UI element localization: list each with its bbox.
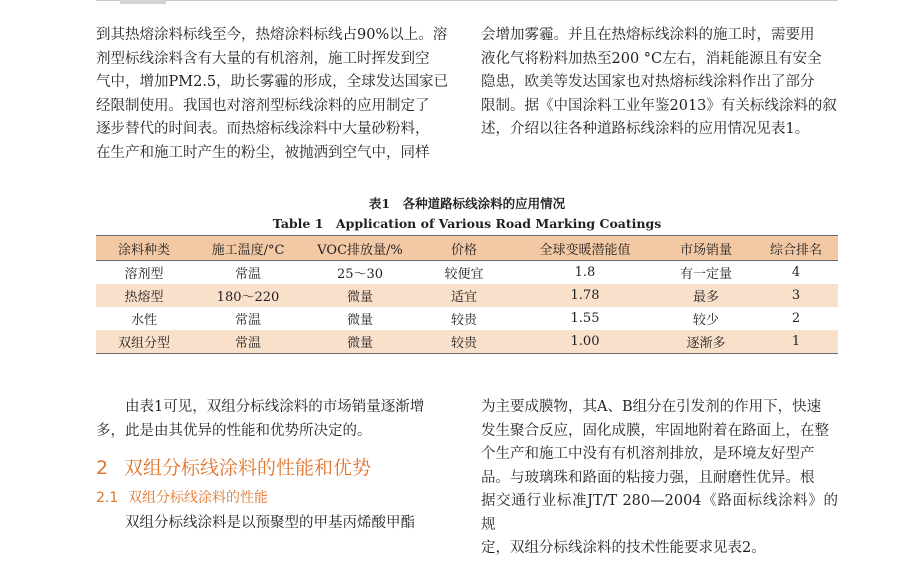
table-row — [96, 307, 838, 330]
coating-comparison-table — [96, 235, 838, 354]
table-cell: 1.55 — [570, 311, 600, 326]
table-cell: 常温 — [234, 313, 261, 328]
text-line: 由表1可见，双组分标线涂料的市场销量逐渐增 — [125, 399, 425, 415]
text-line: 双组分标线涂料是以预聚型的甲基丙烯酸甲酯 — [125, 515, 415, 531]
column-header: 全球变暖潜能值 — [512, 236, 658, 261]
table-cell: 常温 — [192, 330, 304, 354]
table-cell: 较便宜 — [444, 267, 484, 282]
text-line: 液化气将粉料加热至200 °C左右，消耗能源且有安全 — [481, 50, 822, 67]
table-cell: 较贵 — [450, 313, 477, 328]
text-line: 气中，增加PM2.5，助长雾霾的形成，全球发达国家已 — [96, 74, 449, 90]
text-line: 品。与玻璃珠和路面的粘接力强，且耐磨性优异。根 — [481, 469, 815, 486]
text-line: 定，双组分标线涂料的技术性能要求见表2。 — [481, 540, 766, 556]
column-header: VOC排放量/% — [304, 236, 416, 261]
text-line: 经限制使用。我国也对溶剂型标线涂料的应用制定了 — [96, 97, 430, 114]
table-caption-en: Table 1 Application of Various Road Marking Coatings — [272, 216, 662, 231]
column-header: 价格 — [416, 236, 512, 261]
table-cell: 常温 — [234, 267, 261, 282]
section-number: 2 — [96, 457, 109, 479]
table-cell: 微量 — [346, 313, 373, 328]
table-cell: 适宜 — [416, 284, 512, 307]
text-line: 述，介绍以往各种道路标线涂料的应用情况见表1。 — [481, 121, 810, 137]
table-cell: 4 — [791, 265, 801, 280]
column-header: 涂料种类 — [96, 236, 192, 261]
text-line: 隐患，欧美等发达国家也对热熔标线涂料作出了部分 — [481, 74, 815, 90]
table-cell: 微量 — [304, 284, 416, 307]
text-column-right-bottom — [481, 396, 838, 561]
text-line: 到其热熔涂料标线至今，热熔涂料标线占90%以上。溶 — [96, 27, 448, 43]
text-line: 在生产和施工时产生的粉尘，被抛洒到空气中，同样 — [96, 144, 430, 161]
section-heading — [96, 456, 371, 480]
table-row — [96, 284, 838, 307]
text-line: 为主要成膜物，其A、B组分在引发剂的作用下，快速 — [481, 399, 822, 415]
table-cell: 2 — [791, 311, 801, 326]
table-row — [96, 330, 838, 354]
table-cell: 逐渐多 — [658, 330, 754, 354]
table-cell: 溶剂型 — [124, 267, 164, 282]
text-column-left-final — [96, 512, 460, 536]
table-row — [96, 261, 838, 285]
text-line: 限制。据《中国涂料工业年鉴2013》有关标线涂料的叙 — [481, 97, 837, 114]
table-cell: 微量 — [304, 330, 416, 354]
table-cell: 较贵 — [416, 330, 512, 354]
text-column-left-bottom — [96, 396, 460, 443]
table-cell: 双组分型 — [96, 330, 192, 354]
table-header-row — [96, 236, 838, 261]
table-cell: 较少 — [692, 313, 719, 328]
text-line: 会增加雾霾。并且在热熔标线涂料的施工时，需要用 — [481, 27, 815, 43]
table-caption-cn: 表1 各种道路标线涂料的应用情况 — [368, 196, 566, 211]
subsection-title: 双组分标线涂料的性能 — [128, 490, 268, 506]
table-cell: 1.00 — [512, 330, 658, 354]
text-column-left-top — [96, 24, 460, 165]
text-line: 个生产和施工中没有有机溶剂排放，是环境友好型产 — [481, 446, 815, 462]
table-cell: 水性 — [130, 313, 157, 328]
text-line: 多，此是由其优异的性能和优势所决定的。 — [96, 422, 372, 439]
table-cell: 180～220 — [192, 284, 304, 307]
text-line: 发生聚合反应，固化成膜，牢固地附着在路面上，在整 — [481, 422, 829, 439]
column-header: 施工温度/°C — [192, 236, 304, 261]
column-header: 市场销量 — [658, 236, 754, 261]
table-cell: 3 — [754, 284, 838, 307]
column-header: 综合排名 — [754, 236, 838, 261]
subsection-heading — [96, 488, 268, 508]
table-cell: 最多 — [658, 284, 754, 307]
text-line: 据交通行业标准JT/T 280—2004《路面标线涂料》的规 — [481, 493, 838, 533]
top-tab-decoration — [120, 0, 166, 4]
table-cell: 1 — [754, 330, 838, 354]
subsection-number: 2.1 — [96, 490, 119, 506]
text-line: 逐步替代的时间表。而热熔标线涂料中大量砂粉料， — [96, 121, 430, 137]
table-cell: 25～30 — [336, 267, 384, 282]
table-cell: 有一定量 — [679, 267, 732, 282]
table-cell: 1.78 — [512, 284, 658, 307]
text-column-right-top — [481, 24, 838, 142]
table-cell: 热熔型 — [96, 284, 192, 307]
text-line: 剂型标线涂料含有大量的有机溶剂，施工时挥发到空 — [96, 50, 430, 67]
table-cell: 1.8 — [574, 265, 596, 280]
section-title: 双组分标线涂料的性能和优势 — [124, 457, 372, 479]
top-rule — [96, 0, 838, 1]
